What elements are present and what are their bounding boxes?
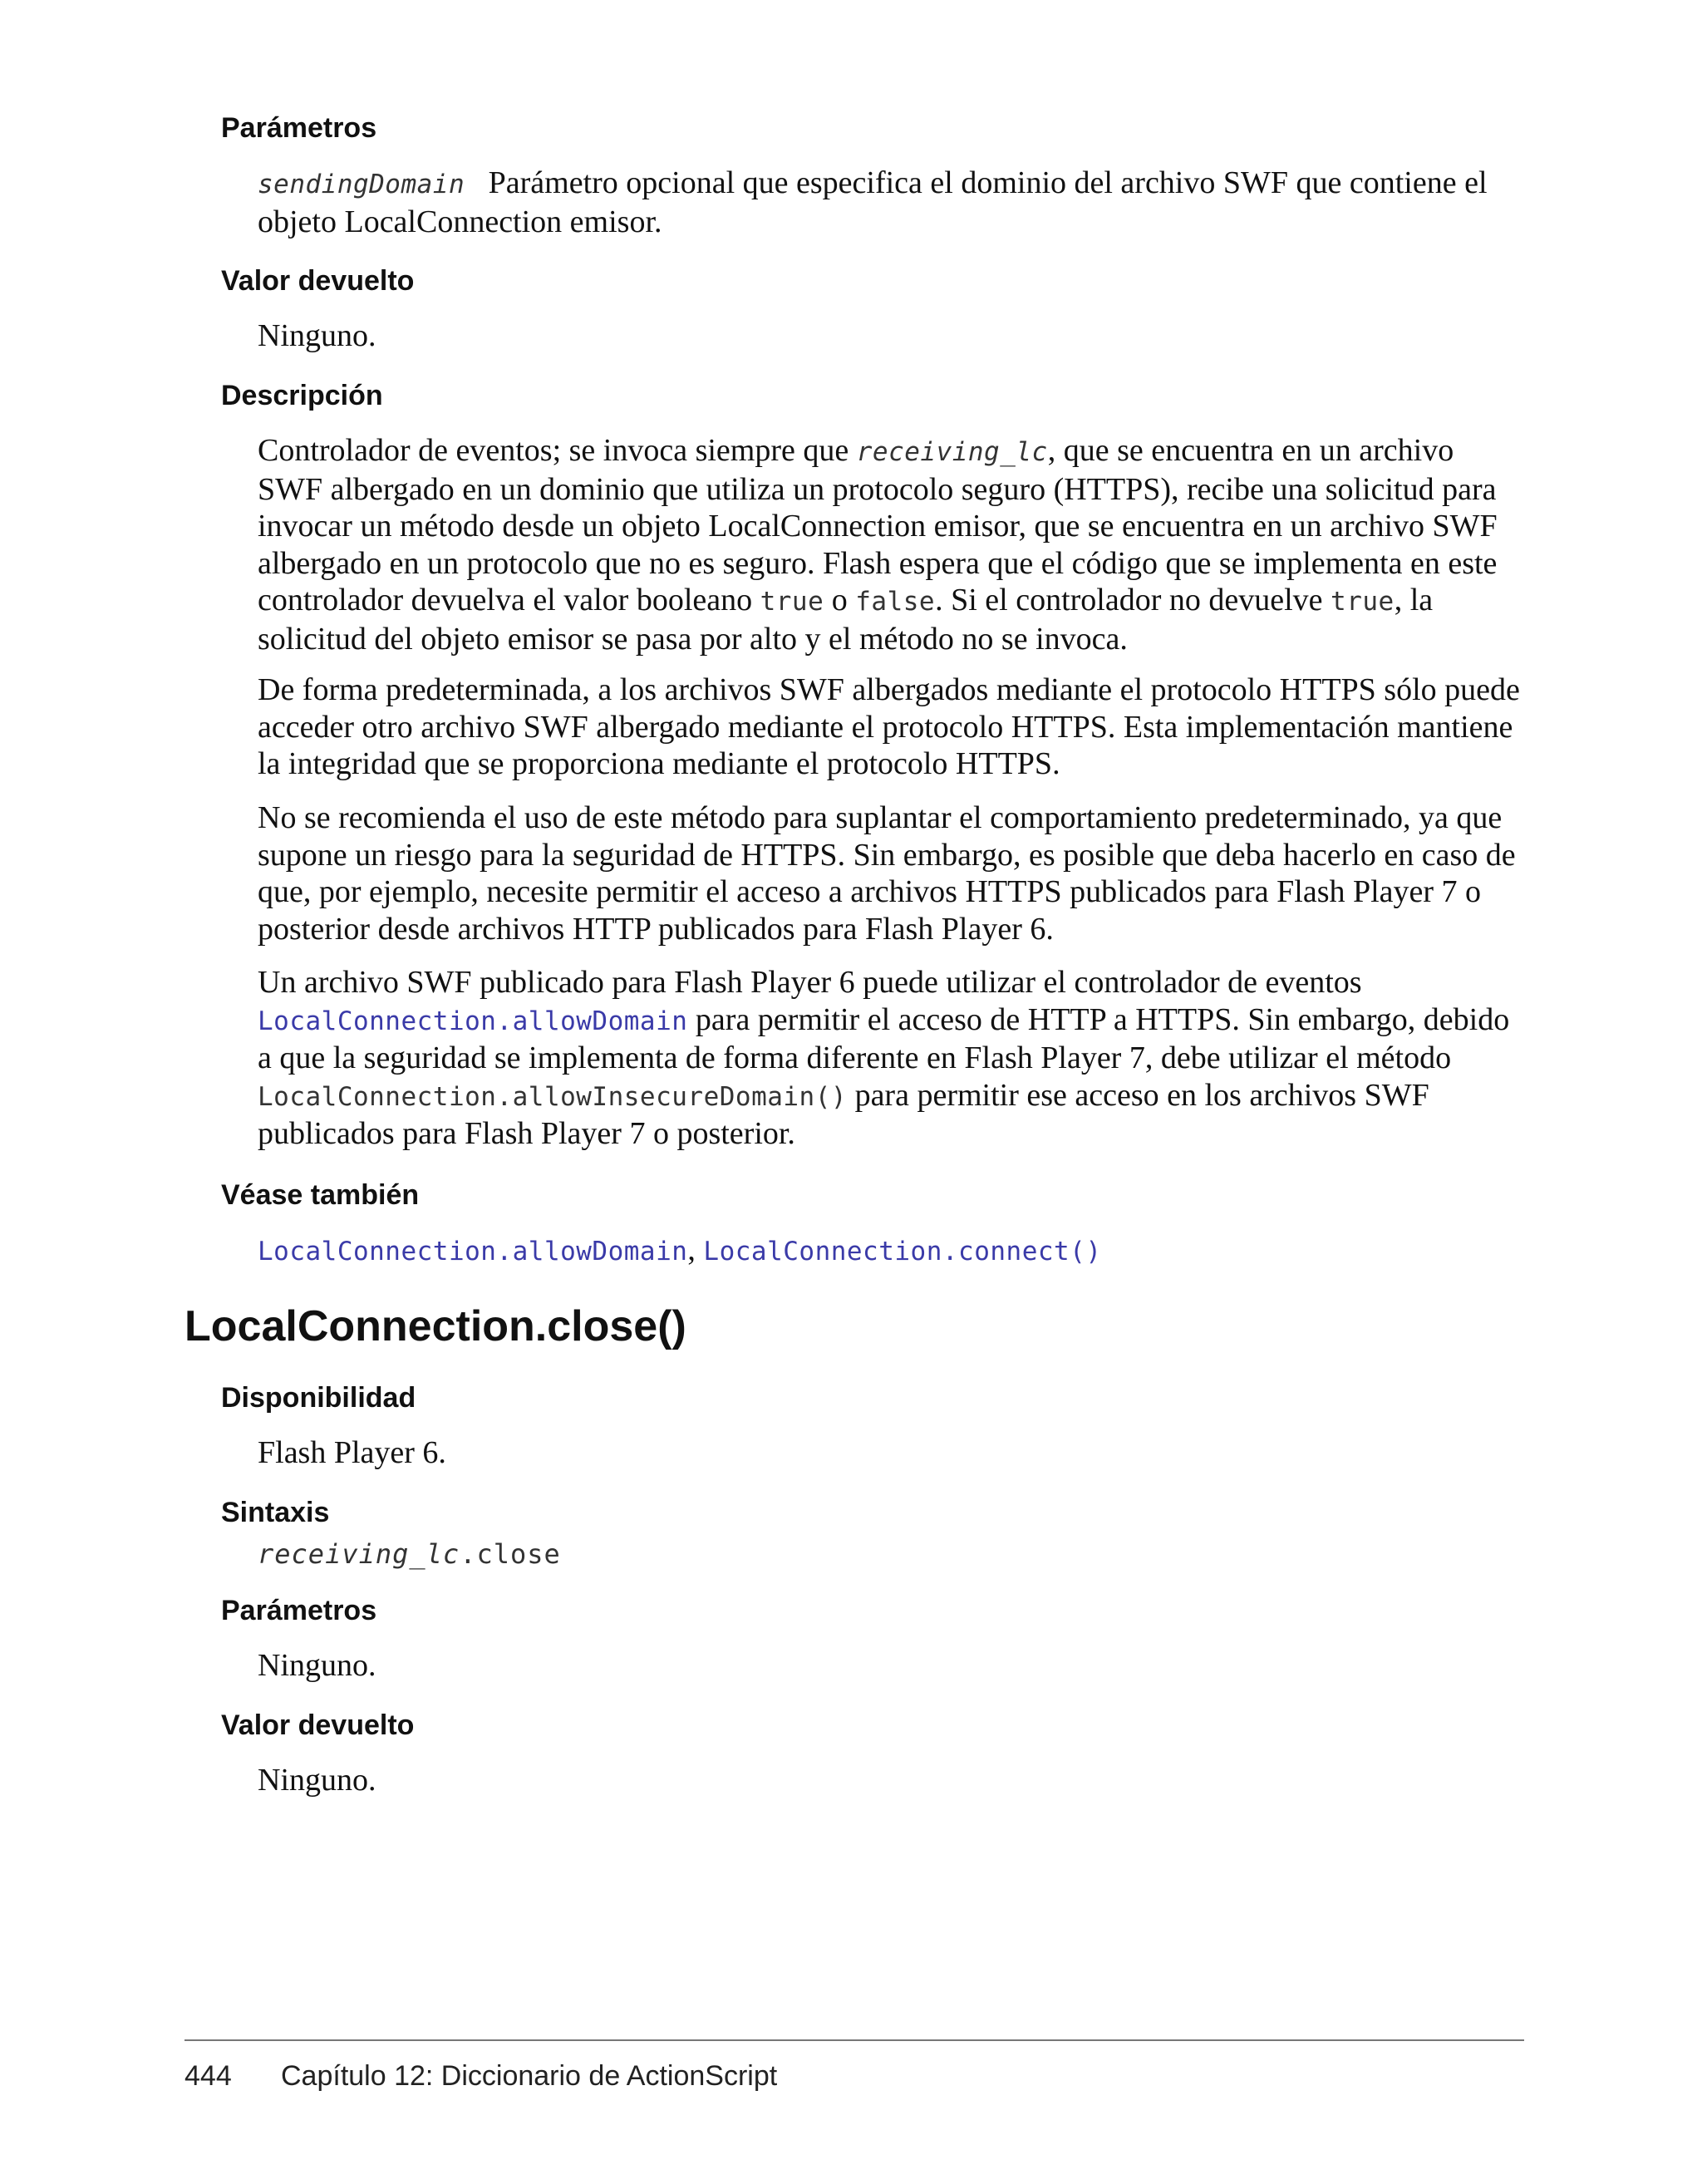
link-allowdomain[interactable]: LocalConnection.allowDomain — [258, 1237, 688, 1267]
return-value-text-close: Ninguno. — [258, 1763, 376, 1798]
syntax-code — [258, 1537, 561, 1571]
text-run: para permitir el acceso de HTTP a HTTPS. Sin embargo, debido a que la seguridad se implementa de forma diferente en Flash Player 7, debe utilizar el método — [258, 1001, 1510, 1075]
return-value-text: Ninguno. — [258, 318, 376, 353]
code-allowinsecuredomain: LocalConnection.allowInsecureDomain() — [258, 1081, 848, 1112]
code-true: true — [1331, 587, 1395, 617]
heading-disponibilidad: Disponibilidad — [221, 1382, 416, 1414]
heading-parametros: Parámetros — [221, 112, 377, 144]
text-run: , la solicitud del objeto emisor se pasa por alto y el método no se invoca. — [258, 583, 1434, 657]
description-paragraph-2: De forma predeterminada, a los archivos SWF albergados mediante el protocolo HTTPS sólo puede acceder otro archivo SWF albergado mediante el protocolo HTTPS. Esta implementación mantiene la integridad que se proporciona mediante el protocolo HTTPS. — [258, 672, 1520, 781]
link-allowdomain[interactable]: LocalConnection.allowDomain — [258, 1006, 688, 1036]
param-description — [258, 165, 1521, 240]
link-connect[interactable]: LocalConnection.connect() — [703, 1237, 1102, 1267]
parameters-text: Ninguno. — [258, 1648, 376, 1683]
entry-title-localconnection-close: LocalConnection.close() — [184, 1302, 686, 1350]
syntax-object: receiving_lc — [258, 1538, 460, 1570]
see-also-links — [258, 1232, 1521, 1271]
page-number: 444 — [184, 2060, 232, 2092]
heading-sintaxis: Sintaxis — [221, 1497, 330, 1528]
availability-text: Flash Player 6. — [258, 1435, 446, 1470]
description-paragraph-4 — [258, 964, 1521, 1153]
param-text: Parámetro opcional que especifica el dominio del archivo SWF que contiene el objeto LocalConnection emisor. — [258, 165, 1488, 239]
code-true: true — [760, 587, 824, 617]
text-run: o — [824, 583, 856, 617]
footer-rule — [184, 2039, 1524, 2041]
description-paragraph-3: No se recomienda el uso de este método para suplantar el comportamiento predeterminado, ya que supone un riesgo para la seguridad de HTTPS. Sin embargo, es posible que deba hacerlo en caso de que, por ejemplo, necesite permitir el acceso a archivos HTTPS publicados para Flash Player 7 o posterior desde archivos HTTP publicados para Flash Player 6. — [258, 800, 1516, 947]
code-false: false — [855, 587, 936, 617]
chapter-title: Capítulo 12: Diccionario de ActionScript — [281, 2060, 778, 2092]
text-run: para permitir ese acceso en los archivos SWF publicados para Flash Player 7 o posterior. — [258, 1077, 1429, 1151]
separator: , — [687, 1232, 704, 1267]
text-run: Un archivo SWF publicado para Flash Player 6 puede utilizar el controlador de eventos — [258, 965, 1362, 1000]
heading-valor-devuelto: Valor devuelto — [221, 265, 415, 297]
heading-descripcion: Descripción — [221, 380, 383, 411]
heading-vease-tambien: Véase también — [221, 1179, 420, 1211]
syntax-method: .close — [460, 1538, 561, 1570]
heading-parametros-close: Parámetros — [221, 1595, 377, 1626]
text-run: Controlador de eventos; se invoca siempre que — [258, 433, 857, 468]
text-run: , que se encuentra en un archivo SWF albergado en un dominio que utiliza un protocolo seguro (HTTPS), recibe una solicitud para invocar un método desde un objeto LocalConnection emisor, que se encuentra en un archivo SWF albergado en un protocolo que no es seguro. Flash espera que el código que se implementa en este controlador devuelva el valor booleano — [258, 433, 1498, 617]
heading-valor-devuelto-close: Valor devuelto — [221, 1709, 415, 1741]
description-paragraph-1 — [258, 432, 1521, 657]
param-name-sendingdomain: sendingDomain — [258, 170, 465, 199]
text-run: . Si el controlador no devuelve — [935, 583, 1331, 617]
code-receiving-lc: receiving_lc — [856, 437, 1048, 467]
